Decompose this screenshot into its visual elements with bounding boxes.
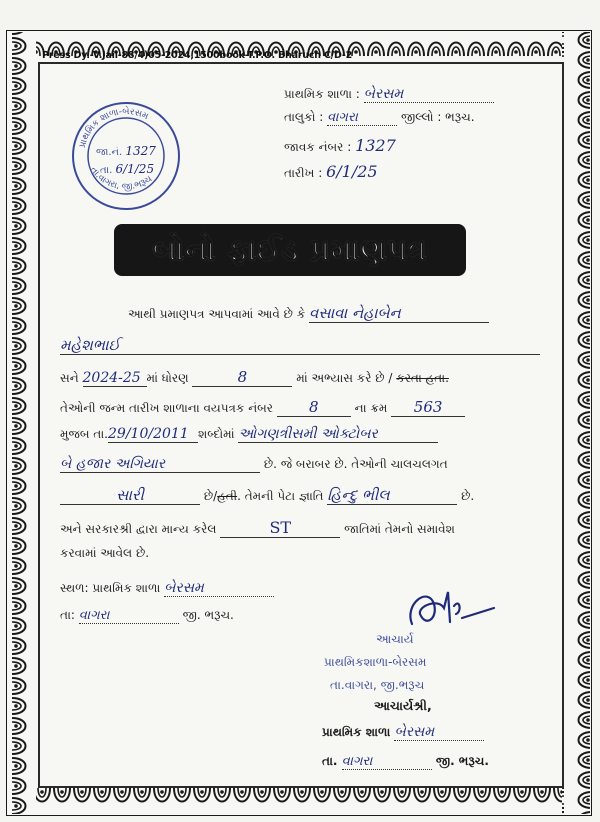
principal-title: આચાર્યશ્રી,	[374, 698, 432, 713]
seal-jaa-value: 1327	[125, 144, 156, 158]
place-label: સ્થળ: પ્રાથમિક શાળા	[60, 581, 161, 595]
jaavak-value: 1327	[355, 136, 396, 155]
conduct-value: સારી	[60, 486, 200, 505]
date-label: તારીખ :	[284, 166, 323, 180]
press-line: Press Dy.-V.Jail-88/4)05-2024,1500book-T.P.O. Bharuch C/D-2	[42, 50, 353, 61]
date-row	[284, 162, 378, 181]
svg-text:પ્રાથમિક શાળા-બેરસમ	[78, 105, 150, 149]
body-line-2	[60, 336, 540, 355]
taluka-value: વાગરા	[327, 110, 397, 126]
father-name: મહેશભાઈ	[60, 336, 540, 355]
stamp-line-3: તા.વાગરા, જી.ભરૂચ	[330, 678, 425, 692]
school-value: બેરસમ	[364, 86, 494, 103]
certificate-title-banner	[114, 224, 466, 276]
jaavak-label: જાવક નંબર :	[284, 140, 352, 154]
chhe-end: છે.	[461, 489, 475, 503]
category-label: અને સરકારશ્રી દ્વારા માન્ય કરેલ	[60, 522, 217, 536]
chhe-label: છે/	[203, 489, 218, 503]
principal-ta-label: તા.	[322, 754, 338, 768]
register-label: તેઓની જન્મ તારીખ શાળાના વયપત્રક નંબર	[60, 401, 273, 415]
date-of-birth: 29/10/2011	[108, 426, 198, 443]
hati-struck: હતી	[217, 489, 238, 503]
seal-date-label: તા.	[100, 165, 113, 176]
seal-bottom-text: તા.વાગરા, જી.ભરૂચ	[87, 165, 155, 193]
principal-signature	[398, 584, 508, 634]
body-line-8	[60, 518, 455, 538]
closing-text: કરવામાં આવેલ છે.	[60, 546, 150, 560]
std-label: માં ધોરણ	[146, 371, 189, 385]
body-line-3	[60, 368, 449, 387]
dob-in-words-2: બે હજાર અગિયાર	[60, 456, 260, 473]
struck-text: કરતા હતા.	[396, 371, 449, 385]
body-line-7	[60, 486, 474, 505]
category-value: ST	[220, 518, 340, 538]
principal-stamp	[324, 628, 426, 697]
principal-ta-value: વાગરા	[342, 754, 432, 770]
date-value: 6/1/25	[326, 162, 378, 181]
academic-year: 2024-25	[83, 370, 147, 387]
studying-text: માં અભ્યાસ કરે છે /	[296, 371, 393, 385]
stamp-line-1: આચાર્ય	[376, 632, 414, 646]
standard-value: 8	[192, 368, 292, 387]
school-label: પ્રાથમિક શાળા :	[284, 87, 360, 101]
place-ta-label: તા:	[60, 608, 75, 622]
conduct-label: છે. જે બરાબર છે. તેઓની ચાલચલગત	[263, 457, 448, 471]
taluka-row	[284, 110, 475, 126]
dob-in-words: ઓગણત્રીસમી ઓક્ટોબર	[238, 426, 438, 443]
serial-label: ના ક્રમ	[354, 401, 388, 415]
body-line-9	[60, 546, 149, 561]
dob-label: મુજબ તા.	[60, 427, 108, 441]
seal-date-value: 6/1/25	[115, 162, 155, 176]
place-row	[60, 580, 274, 597]
category-suffix: જાતિમાં તેમનો સમાવેશ	[344, 522, 455, 536]
principal-school-value: બેરસમ	[394, 724, 484, 741]
principal-taluka-row	[322, 754, 489, 770]
taluka-label: તાલુકો :	[284, 110, 324, 124]
body-line-5	[60, 426, 438, 443]
body-line-4	[60, 398, 465, 417]
place-value: બેરસમ	[164, 580, 274, 597]
register-number: 8	[277, 398, 351, 417]
principal-ji-label: જી. ભરૂચ.	[435, 754, 489, 768]
seal-jaa-label: જા.નં.	[96, 147, 123, 158]
certificate-title: બોનો ફાઈડ પ્રમાણપત્ર	[152, 232, 428, 268]
serial-number: 563	[391, 398, 465, 417]
place-ji-label: જી. ભરૂચ.	[182, 608, 234, 622]
jaavak-row	[284, 136, 396, 155]
principal-school-label: પ્રાથમિક શાળા	[322, 725, 391, 739]
body-line-6	[60, 456, 448, 473]
school-seal	[70, 100, 182, 212]
principal-school-row	[322, 724, 484, 741]
student-name: વસાવા નેહાબેન	[309, 304, 489, 323]
caste-label: . તેમની પેટા જ્ઞાતિ	[237, 489, 324, 503]
district-label: જીલ્લો : ભરૂચ.	[400, 110, 475, 124]
place-taluka-row	[60, 608, 234, 624]
school-row	[284, 86, 494, 103]
seal-ring-text: પ્રાથમિક શાળા-બેરસમ	[77, 106, 150, 149]
place-ta-value: વાગરા	[79, 608, 179, 624]
stamp-line-2: પ્રાથમિકશાળા-બેરસમ	[324, 655, 427, 669]
intro-text: આથી પ્રમાણપત્ર આપવામાં આવે છે કે	[128, 307, 306, 321]
sane-label: સને	[60, 371, 79, 385]
in-words-label: શબ્દોમાં	[198, 427, 235, 441]
body-line-1	[128, 304, 489, 323]
caste-value: હિન્દુ ભીલ	[327, 486, 457, 505]
